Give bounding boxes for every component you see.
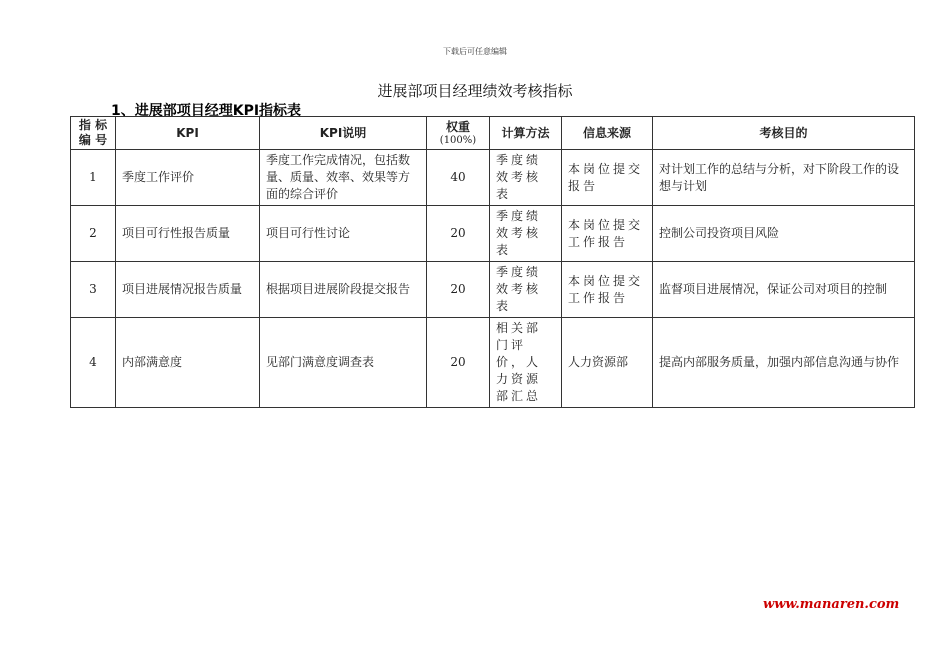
table-row bbox=[71, 206, 915, 262]
row-no: 4 bbox=[71, 318, 116, 408]
row-no: 3 bbox=[71, 262, 116, 318]
header-weight-main: 权重 bbox=[445, 119, 470, 134]
document-title: 进展部项目经理绩效考核指标 bbox=[377, 82, 573, 100]
row-kpi: 季度工作评价 bbox=[116, 150, 260, 206]
row-purpose: 控制公司投资项目风险 bbox=[653, 206, 915, 262]
row-weight: 20 bbox=[427, 262, 490, 318]
header-index-line1: 指 标 bbox=[78, 118, 108, 132]
row-weight: 40 bbox=[427, 150, 490, 206]
table-row bbox=[71, 150, 915, 206]
header-method: 计算方法 bbox=[490, 117, 562, 150]
row-source: 人力资源部 bbox=[562, 318, 653, 408]
row-kpi: 内部满意度 bbox=[116, 318, 260, 408]
section-title: 1、进展部项目经理KPI指标表 bbox=[111, 103, 302, 119]
row-source: 本岗位提交报告 bbox=[562, 150, 653, 206]
header-weight-sub: (100%) bbox=[439, 134, 477, 146]
row-kpi: 项目可行性报告质量 bbox=[116, 206, 260, 262]
row-method: 季度绩效考核表 bbox=[490, 206, 562, 262]
row-purpose: 监督项目进展情况，保证公司对项目的控制 bbox=[653, 262, 915, 318]
header-purpose: 考核目的 bbox=[653, 117, 915, 150]
row-desc: 项目可行性讨论 bbox=[260, 206, 427, 262]
row-purpose: 对计划工作的总结与分析，对下阶段工作的设想与计划 bbox=[653, 150, 915, 206]
top-note: 下载后可任意编辑 bbox=[443, 47, 507, 56]
table-row bbox=[71, 262, 915, 318]
row-kpi: 项目进展情况报告质量 bbox=[116, 262, 260, 318]
row-no: 1 bbox=[71, 150, 116, 206]
header-index bbox=[71, 117, 116, 150]
table-row bbox=[71, 318, 915, 408]
row-source: 本岗位提交工作报告 bbox=[562, 206, 653, 262]
row-weight: 20 bbox=[427, 206, 490, 262]
row-source: 本岗位提交工作报告 bbox=[562, 262, 653, 318]
row-desc: 见部门满意度调查表 bbox=[260, 318, 427, 408]
row-method: 季度绩效考核表 bbox=[490, 150, 562, 206]
row-weight: 20 bbox=[427, 318, 490, 408]
row-purpose: 提高内部服务质量，加强内部信息沟通与协作 bbox=[653, 318, 915, 408]
header-kpi: KPI bbox=[116, 117, 260, 150]
table-header-row bbox=[71, 117, 915, 150]
row-desc: 根据项目进展阶段提交报告 bbox=[260, 262, 427, 318]
row-method: 相关部门评价，人力资源部汇总 bbox=[490, 318, 562, 408]
header-weight bbox=[427, 117, 490, 150]
header-index-line2: 编 号 bbox=[78, 133, 108, 147]
kpi-table bbox=[70, 116, 915, 408]
header-source: 信息来源 bbox=[562, 117, 653, 150]
row-desc: 季度工作完成情况，包括数量、质量、效率、效果等方面的综合评价 bbox=[260, 150, 427, 206]
watermark-url: www.manaren.com bbox=[763, 597, 900, 612]
row-method: 季度绩效考核表 bbox=[490, 262, 562, 318]
header-desc: KPI说明 bbox=[260, 117, 427, 150]
row-no: 2 bbox=[71, 206, 116, 262]
